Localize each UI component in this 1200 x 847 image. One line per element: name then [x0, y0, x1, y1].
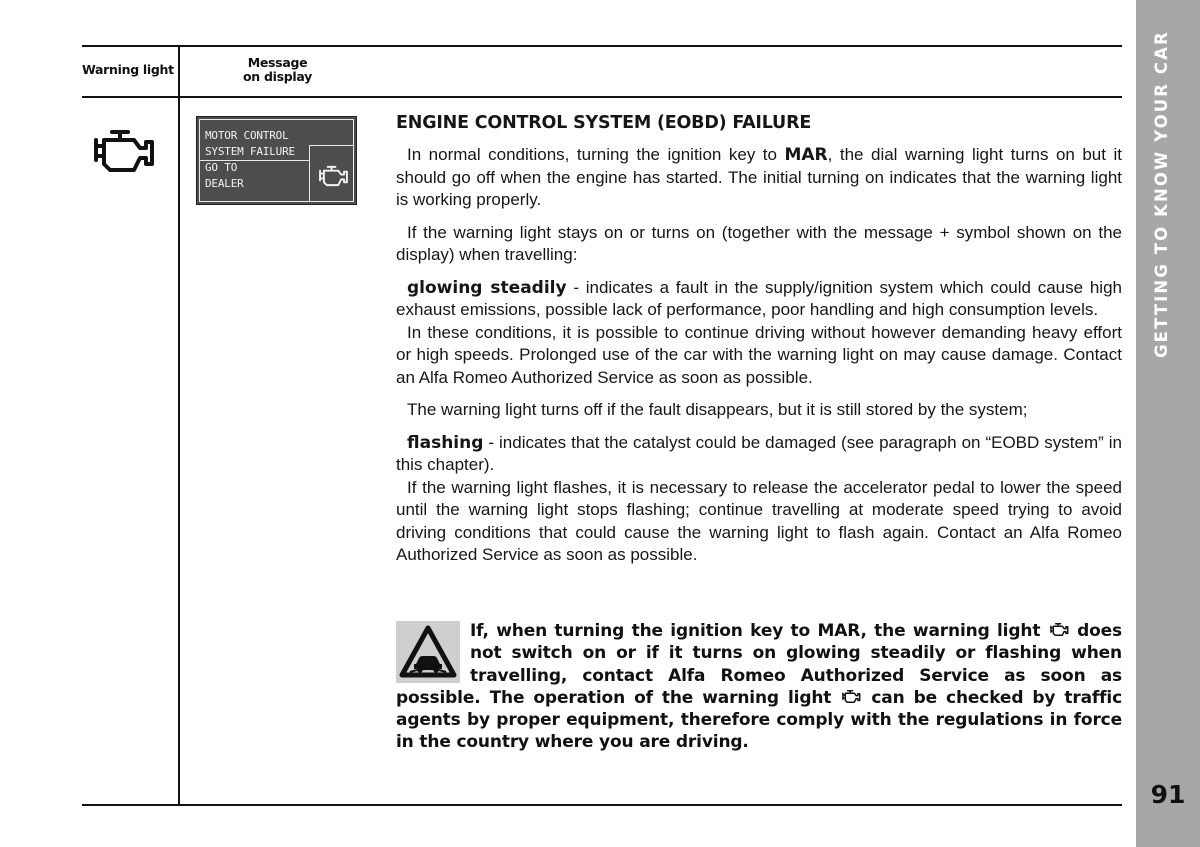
section-title: ENGINE CONTROL SYSTEM (EOBD) FAILURE — [396, 113, 812, 133]
road-hazard-warning-icon — [396, 621, 460, 683]
table-top-rule — [82, 45, 1122, 47]
page-number: 91 — [1150, 780, 1186, 809]
paragraph-flashing — [396, 432, 1122, 477]
display-line-2: SYSTEM FAILURE — [205, 145, 295, 158]
display-divider — [200, 160, 309, 161]
display-line-1: MOTOR CONTROL — [205, 129, 289, 142]
engine-check-icon — [840, 689, 862, 704]
column-header-message-line1: Message — [247, 55, 308, 70]
display-message-panel — [196, 116, 357, 205]
display-line-3: GO TO — [205, 161, 238, 174]
section-body — [396, 112, 1122, 567]
paragraph-text: In normal conditions, turning the ignition key to — [407, 145, 785, 164]
paragraph-glowing-steadily — [396, 277, 1122, 322]
engine-check-icon — [316, 164, 350, 188]
caution-text: does not switch on or if it turns on glowing steadily or flashing when travelling, contact Alfa Romeo Authorized Service as soon as possible. The operation of the warning light — [396, 621, 1122, 708]
display-divider — [309, 145, 354, 146]
table-bottom-rule — [82, 804, 1122, 806]
caution-text: If, when turning the ignition key to MAR, the warning light — [470, 621, 1048, 641]
paragraph-continue-driving: In these conditions, it is possible to continue driving without however demanding heavy effort or high speeds. Prolonged use of the car with the warning light on may cause damage. Contact an Alfa Romeo Authorized Service as soon as possible. — [396, 322, 1122, 387]
table-header-rule — [82, 96, 1122, 98]
paragraph-when-travelling: If the warning light stays on or turns on (together with the message + symbol shown on the display) when travelling: — [396, 222, 1122, 264]
caution-text: can be checked by traffic agents by proper equipment, therefore comply with the regulations in force in the country where you are driving. — [396, 687, 1122, 753]
paragraph-text: - indicates that the catalyst could be damaged (see paragraph on “EOBD system” in this chapter). — [396, 432, 1122, 474]
key-position-label: MAR — [784, 145, 828, 165]
column-header-message — [225, 56, 330, 84]
engine-check-icon — [1048, 622, 1070, 637]
warning-triangle-icon — [396, 621, 460, 683]
flashing-label: flashing — [407, 432, 484, 453]
paragraph-release-pedal: If the warning light flashes, it is necessary to release the accelerator pedal to lower the speed until the warning light stops flashing; continue travelling at moderate speed trying to avoid driving conditions that could cause the warning light to flash again. Contact an Alfa Romeo Authorized Service as soon as possible. — [396, 477, 1122, 564]
paragraph-normal-conditions — [396, 144, 1122, 212]
chapter-title: GETTING TO KNOW YOUR CAR — [1152, 30, 1171, 358]
paragraph-turns-off: The warning light turns off if the fault disappears, but it is still stored by the system; — [407, 400, 1028, 419]
table-column-divider — [178, 45, 180, 806]
display-line-4: DEALER — [205, 177, 244, 190]
engine-check-icon — [90, 126, 156, 176]
column-header-warning-light: Warning light — [82, 62, 174, 77]
display-frame — [199, 119, 354, 202]
caution-note — [396, 620, 1122, 754]
column-header-message-line2: on display — [243, 69, 312, 84]
display-divider — [309, 145, 310, 201]
glowing-steadily-label: glowing steadily — [407, 277, 567, 298]
paragraph-text: - indicates a fault in the supply/ignition system which could cause high exhaust emissions, possible lack of performance, poor handling and high consumption levels. — [396, 277, 1122, 319]
paragraph-text: , the dial warning light turns on but it should go off when the engine has started. The initial turning on indicates that the warning light is working properly. — [396, 145, 1122, 209]
